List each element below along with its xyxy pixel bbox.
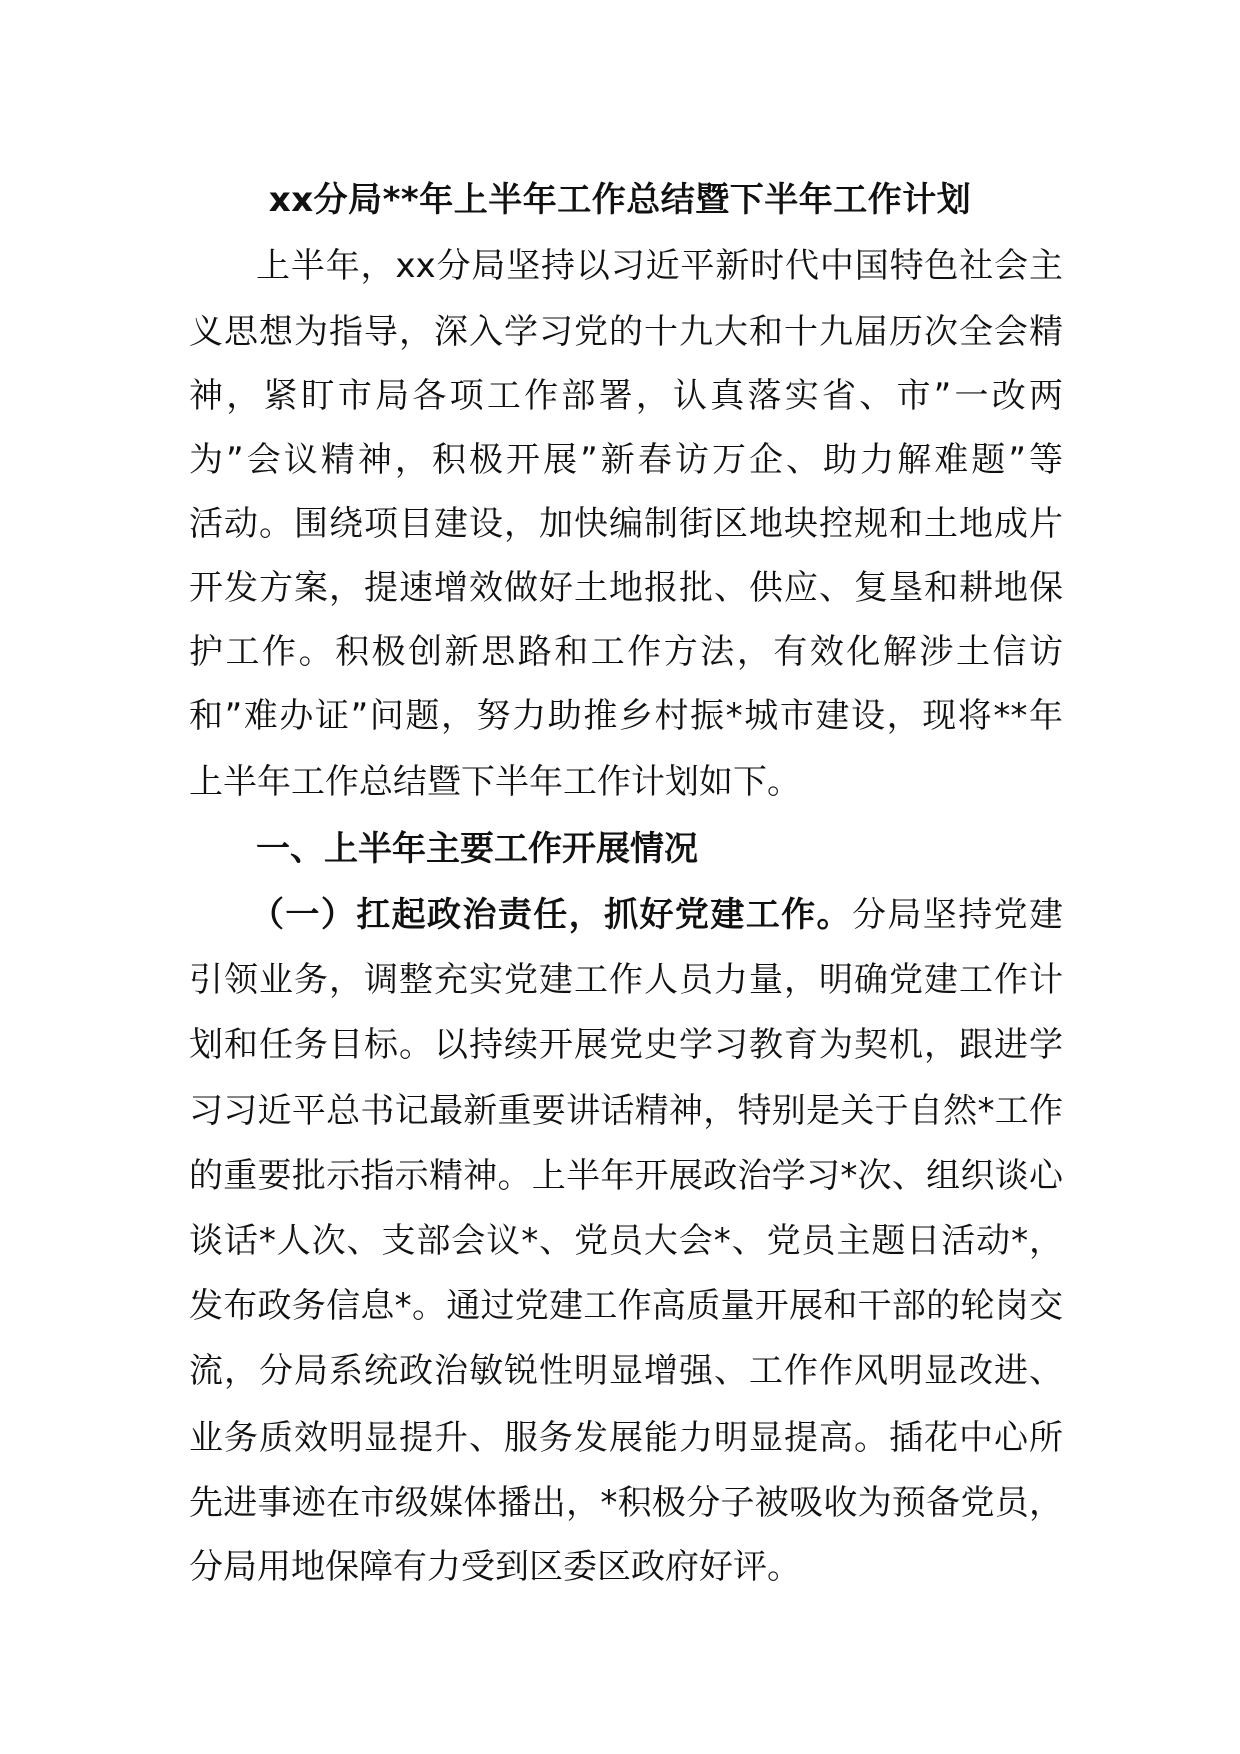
paragraph-line: 习习近平总书记最新重要讲话精神，特别是关于自然*工作 <box>189 1091 1063 1131</box>
paragraph-line: 发布政务信息*。通过党建工作高质量开展和干部的轮岗交 <box>189 1286 1063 1326</box>
paragraph-line: 和”难办证”问题，努力助推乡村振*城市建设，现将**年 <box>189 696 1063 736</box>
paragraph-line: 谈话*人次、支部会议*、党员大会*、党员主题日活动*， <box>189 1221 1063 1261</box>
paragraph-line: 上半年，xx分局坚持以习近平新时代中国特色社会主 <box>256 246 1063 286</box>
subsection-heading: （一）扛起政治责任，抓好党建工作。 <box>250 895 852 935</box>
paragraph-line: 的重要批示指示精神。上半年开展政治学习*次、组织谈心 <box>189 1156 1063 1196</box>
paragraph-line: 义思想为指导，深入学习党的十九大和十九届历次全会精 <box>189 312 1063 352</box>
paragraph-line <box>250 893 1063 937</box>
paragraph-line: 为”会议精神，积极开展”新春访万企、助力解难题”等 <box>189 440 1063 480</box>
paragraph-line: 流，分局系统政治敏锐性明显增强、工作作风明显改进、 <box>189 1351 1063 1391</box>
paragraph-line: 业务质效明显提升、服务发展能力明显提高。插花中心所 <box>189 1418 1063 1458</box>
paragraph-line: 活动。围绕项目建设，加快编制街区地块控规和土地成片 <box>189 504 1063 544</box>
paragraph-line: 护工作。积极创新思路和工作方法，有效化解涉土信访 <box>189 632 1063 672</box>
paragraph-line: 分局用地保障有力受到区委区政府好评。 <box>189 1547 801 1587</box>
paragraph-line: 先进事迹在市级媒体播出，*积极分子被吸收为预备党员， <box>189 1483 1063 1523</box>
document-title: xx分局**年上半年工作总结暨下半年工作计划 <box>268 180 972 220</box>
paragraph-line: 开发方案，提速增效做好土地报批、供应、复垦和耕地保 <box>189 568 1063 608</box>
paragraph-line: 神，紧盯市局各项工作部署，认真落实省、市”一改两 <box>189 376 1063 416</box>
paragraph-line: 引领业务，调整充实党建工作人员力量，明确党建工作计 <box>189 960 1063 1000</box>
section-heading: 一、上半年主要工作开展情况 <box>256 829 698 869</box>
paragraph-line: 上半年工作总结暨下半年工作计划如下。 <box>189 762 801 802</box>
paragraph-text: 分局坚持党建 <box>851 895 1063 935</box>
paragraph-line: 划和任务目标。以持续开展党史学习教育为契机，跟进学 <box>189 1025 1063 1065</box>
